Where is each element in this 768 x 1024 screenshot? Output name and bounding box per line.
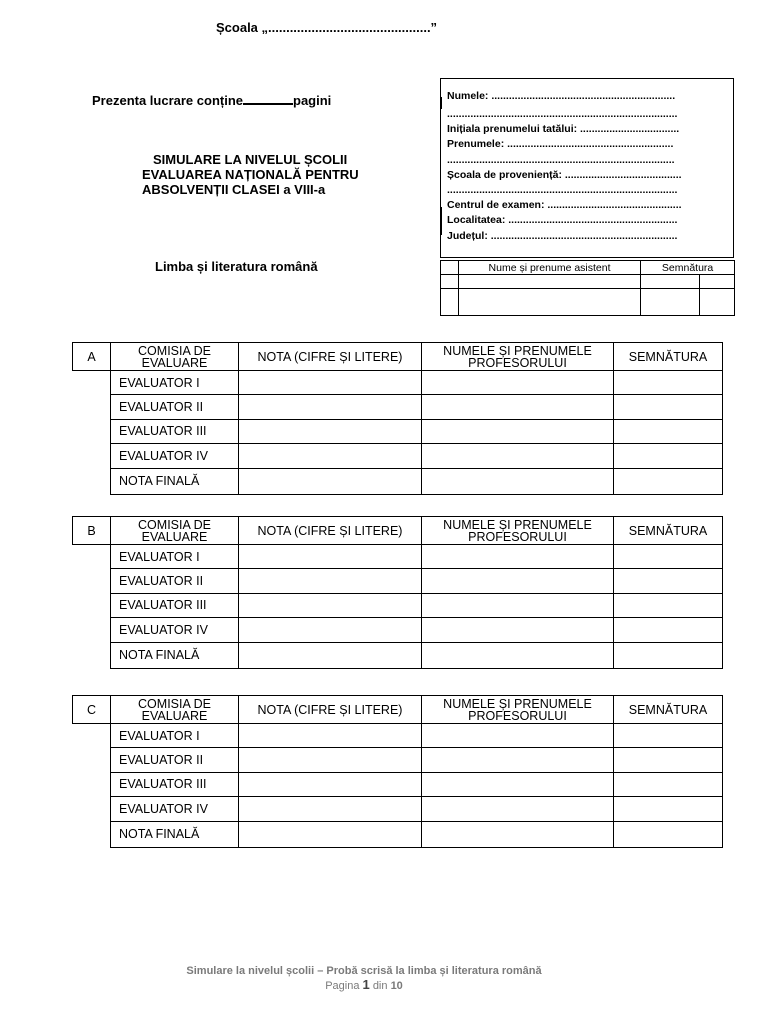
grading-table-a	[72, 342, 723, 495]
spacer-cell	[73, 748, 111, 772]
evaluator-label: EVALUATOR III	[111, 593, 239, 617]
evaluator-label: EVALUATOR IV	[111, 797, 239, 821]
signature-cell[interactable]	[614, 618, 723, 642]
evaluator-label: EVALUATOR II	[111, 395, 239, 419]
grade-cell[interactable]	[239, 545, 422, 569]
teacher-name-cell[interactable]	[422, 618, 614, 642]
signature-cell[interactable]	[614, 468, 723, 494]
spacer-cell	[73, 419, 111, 443]
grade-cell[interactable]	[239, 821, 422, 847]
candidate-last-name-continuation[interactable]: ...............................................................................	[447, 108, 678, 120]
signature-header: SEMNĂTURA	[614, 517, 723, 545]
candidate-first-name-continuation[interactable]: ..............................................................................	[447, 154, 675, 166]
teacher-name-cell[interactable]	[422, 642, 614, 668]
evaluator-label: EVALUATOR IV	[111, 444, 239, 468]
footer-current-page: 1	[362, 977, 370, 992]
signature-cell[interactable]	[614, 371, 723, 395]
teacher-name-cell[interactable]	[422, 569, 614, 593]
grade-cell[interactable]	[239, 468, 422, 494]
teacher-name-cell[interactable]	[422, 724, 614, 748]
grade-cell[interactable]	[239, 395, 422, 419]
table-letter: A	[73, 343, 111, 371]
exam-title	[142, 152, 392, 197]
grade-header: NOTA (CIFRE ȘI LITERE)	[239, 343, 422, 371]
spacer-cell	[73, 569, 111, 593]
signature-cell[interactable]	[614, 797, 723, 821]
teacher-name-header: NUMELE ȘI PRENUMELE PROFESORULUI	[422, 696, 614, 724]
teacher-name-cell[interactable]	[422, 593, 614, 617]
page-count-blank[interactable]	[243, 92, 293, 105]
commission-header: COMISIA DE EVALUARE	[111, 343, 239, 371]
commission-header: COMISIA DE EVALUARE	[111, 696, 239, 724]
grade-cell[interactable]	[239, 419, 422, 443]
evaluator-label: EVALUATOR I	[111, 371, 239, 395]
evaluator-label: EVALUATOR III	[111, 772, 239, 796]
evaluator-label: EVALUATOR III	[111, 419, 239, 443]
signature-cell[interactable]	[614, 569, 723, 593]
footer-of-word: din	[372, 980, 388, 992]
teacher-name-cell[interactable]	[422, 545, 614, 569]
teacher-name-cell[interactable]	[422, 821, 614, 847]
grade-cell[interactable]	[239, 772, 422, 796]
grade-cell[interactable]	[239, 444, 422, 468]
spacer-cell	[73, 545, 111, 569]
spacer-cell	[73, 772, 111, 796]
assistant-name-cell[interactable]	[458, 275, 640, 289]
evaluator-label: EVALUATOR II	[111, 569, 239, 593]
teacher-name-cell[interactable]	[422, 419, 614, 443]
signature-cell[interactable]	[614, 593, 723, 617]
father-initial-field[interactable]: Inițiala prenumelui tatălui: ..................................	[447, 123, 680, 135]
spacer-cell	[73, 444, 111, 468]
candidate-id-box	[440, 78, 734, 258]
spacer-cell	[73, 371, 111, 395]
spacer-cell	[73, 395, 111, 419]
teacher-name-cell[interactable]	[422, 748, 614, 772]
page-count-suffix: pagini	[293, 93, 332, 108]
table-letter: B	[73, 517, 111, 545]
spacer-cell	[73, 642, 111, 668]
teacher-name-cell[interactable]	[422, 468, 614, 494]
school-name-line: Școala „.............................................”	[216, 20, 438, 35]
assistant-index-header	[441, 261, 459, 275]
grade-cell[interactable]	[239, 748, 422, 772]
evaluator-label: EVALUATOR I	[111, 724, 239, 748]
candidate-last-name-field[interactable]: Numele: ...............................................................	[447, 90, 676, 102]
assistant-index-cell	[441, 275, 459, 289]
page-count-prefix: Prezenta lucrare conține	[92, 93, 243, 108]
assistant-name-cell[interactable]	[458, 289, 640, 316]
signature-cell[interactable]	[614, 642, 723, 668]
final-grade-label: NOTA FINALĂ	[111, 642, 239, 668]
exam-title-line-1: SIMULARE LA NIVELUL ȘCOLII	[153, 152, 348, 167]
signature-cell[interactable]	[614, 748, 723, 772]
evaluator-label: EVALUATOR IV	[111, 618, 239, 642]
teacher-name-cell[interactable]	[422, 444, 614, 468]
id-box-margin-mark	[441, 97, 442, 109]
assistant-signature-header: Semnătura	[641, 261, 735, 275]
signature-header: SEMNĂTURA	[614, 696, 723, 724]
page-count-line	[92, 92, 331, 108]
grade-cell[interactable]	[239, 593, 422, 617]
exam-title-line-2: EVALUAREA NAȚIONALĂ PENTRU	[142, 167, 359, 182]
assistant-index-cell	[441, 289, 459, 316]
teacher-name-header: NUMELE ȘI PRENUMELE PROFESORULUI	[422, 343, 614, 371]
locality-field[interactable]: Localitatea: ..........................................................	[447, 214, 678, 226]
signature-cell[interactable]	[614, 545, 723, 569]
assistant-signature-cell[interactable]	[641, 289, 700, 316]
county-field[interactable]: Județul: ................................................................	[447, 230, 678, 242]
teacher-name-cell[interactable]	[422, 772, 614, 796]
final-grade-label: NOTA FINALĂ	[111, 468, 239, 494]
grading-table-c	[72, 695, 723, 848]
grade-cell[interactable]	[239, 724, 422, 748]
grade-header: NOTA (CIFRE ȘI LITERE)	[239, 696, 422, 724]
spacer-cell	[73, 468, 111, 494]
school-of-origin-field[interactable]: Școala de proveniență: ........................................	[447, 169, 682, 181]
grade-cell[interactable]	[239, 618, 422, 642]
signature-cell[interactable]	[614, 419, 723, 443]
teacher-name-cell[interactable]	[422, 395, 614, 419]
teacher-name-cell[interactable]	[422, 797, 614, 821]
grade-cell[interactable]	[239, 642, 422, 668]
signature-cell[interactable]	[614, 772, 723, 796]
footer-page-word: Pagina	[325, 980, 360, 992]
school-of-origin-continuation[interactable]: ...............................................................................	[447, 184, 678, 196]
grade-cell[interactable]	[239, 569, 422, 593]
exam-title-line-3: ABSOLVENȚII CLASEI a VIII-a	[142, 182, 326, 197]
grade-cell[interactable]	[239, 797, 422, 821]
assistant-name-header: Nume și prenume asistent	[458, 261, 640, 275]
footer-title: Simulare la nivelul școlii – Probă scrisă la limba și literatura română	[186, 965, 542, 977]
teacher-name-header: NUMELE ȘI PRENUMELE PROFESORULUI	[422, 517, 614, 545]
subject-title: Limba și literatura română	[155, 259, 318, 274]
candidate-first-name-field[interactable]: Prenumele: .........................................................	[447, 138, 674, 150]
exam-center-field[interactable]: Centrul de examen: ..............................................	[447, 199, 682, 211]
grade-header: NOTA (CIFRE ȘI LITERE)	[239, 517, 422, 545]
page-footer	[0, 965, 728, 993]
footer-total-pages: 10	[390, 980, 403, 992]
teacher-name-cell[interactable]	[422, 371, 614, 395]
assistant-extra-cell	[700, 275, 735, 289]
signature-cell[interactable]	[614, 444, 723, 468]
signature-cell[interactable]	[614, 724, 723, 748]
id-box-margin-mark	[441, 207, 442, 235]
signature-cell[interactable]	[614, 395, 723, 419]
grading-table-b	[72, 516, 723, 669]
spacer-cell	[73, 724, 111, 748]
spacer-cell	[73, 797, 111, 821]
assistant-signature-cell[interactable]	[641, 275, 700, 289]
evaluator-label: EVALUATOR I	[111, 545, 239, 569]
grade-cell[interactable]	[239, 371, 422, 395]
table-letter: C	[73, 696, 111, 724]
evaluator-label: EVALUATOR II	[111, 748, 239, 772]
spacer-cell	[73, 821, 111, 847]
signature-header: SEMNĂTURA	[614, 343, 723, 371]
commission-header: COMISIA DE EVALUARE	[111, 517, 239, 545]
footer-page-number	[0, 978, 728, 993]
assistant-table	[440, 260, 735, 316]
signature-cell[interactable]	[614, 821, 723, 847]
final-grade-label: NOTA FINALĂ	[111, 821, 239, 847]
spacer-cell	[73, 593, 111, 617]
assistant-extra-cell	[700, 289, 735, 316]
spacer-cell	[73, 618, 111, 642]
